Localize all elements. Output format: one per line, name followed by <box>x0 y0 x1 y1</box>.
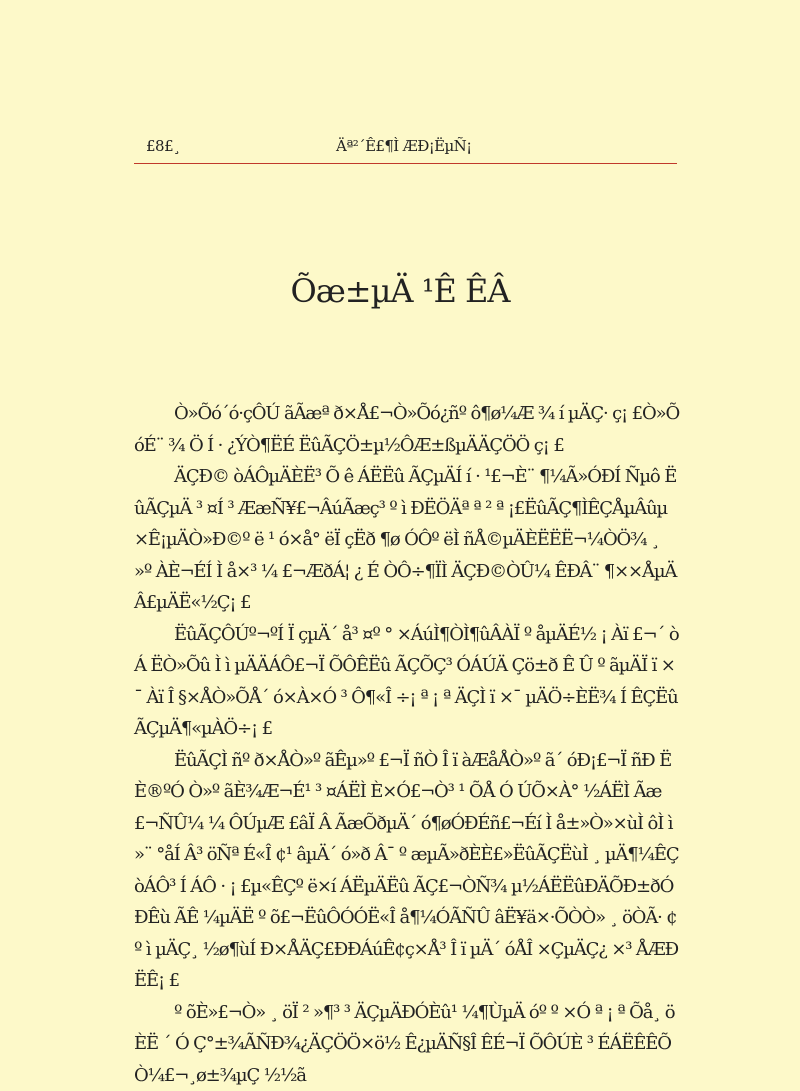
chapter-title: Õæ±µÄ ¹Ê ÊÂ <box>0 272 800 310</box>
paragraph: ËûÃÇÔÚº¬ºÍ Ï çµÄ´ å³ ¤º ° ×ÁúÌ¶ÒÌ¶ûÂÀÏ º åµÄÉ½ ¡ Àï £¬´ òÁ ËÒ»Õû Ì ì µÄÄÁÔ£¬Ï ÕÔÊËû ÃÇÕÇ³ ÓÁÚÄ Çö±ð Ê Û º ãµÄÏ ï ×¯ Àï Î §×ÅÒ»ÕÅ´ ó×À×Ó ³ Ô¶«Î ÷¡ ª ¡ ª ÄÇÌ ï ×¯ µÄÖ÷ÈË¾ Í ÊÇËûÃÇµÄ¶«µÀÖ÷¡ £ <box>134 619 680 745</box>
running-title: Äª²´Ê£¶Ì ÆÐ¡ËµÑ¡ <box>336 137 472 155</box>
paragraph: º õÈ»£¬Ò» ¸ öÏ ² »¶³ ³ ÄÇµÄÐÓÈû¹ ¼¶ÙµÄ óº º ×Ó ª ¡ ª Õå¸ öÈË ´ Ó Ç°±¾ÃÑÐ¾¿ÄÇÖÖ×ö½ Ê¿µÄÑ§Î ÊÉ¬Ï ÕÔÚÈ ³ ÉÁËÊÊÕÒ¼£¬¸ø±¾µÇ ½½ã <box>134 997 680 1091</box>
page-number: £8£¸ <box>146 137 180 155</box>
paragraph: Ò»Õó´ó·çÔÚ ãÃæª ð×Å£¬Ò»Õó¿ñº ô¶ø¼Æ ¾ í µÄÇ· ç¡ £Ò»ÕóÉ¨ ¾ Ö Í · ¿ÝÒ¶ËÉ ËûÃÇÖ±µ½ÔÆ±ßµÄÄÇÖÖ ç¡ £ <box>134 398 680 461</box>
paragraph: ËûÃÇÌ ñº ð×ÅÒ»º ãÊµ»º £¬Ï ñÒ Î ï àÆåÅÒ»º ã´ óÐ¡£¬Ï ñÐ ËÈ®ºÓ Ò»º ãÈ¾Æ¬É¹ ³ ¤ÁËÌ È×Ó£¬Ò³ ¹ ÕÅ Ó ÚÕ×À° ½ÁËÌ Ãæ£¬ÑÛ¼ ¼ ÔÚµÆ £âÏ Â ÃæÕðµÄ´ ó¶øÓÐÉñ£¬Éí Ì å±»Ò»×ùÌ ôÌ ì »¨ °åÍ Â³ öÑª É«Î ¢¹ âµÄ´ ó»ð Â¯ º æµÃ»ðÈÈ£»ËûÃÇËùÌ ¸ µÄ¶¼ÊÇ òÁÔ³ Í ÁÔ · ¡ £µ«ÊÇº ë×í ÁËµÄËû ÃÇ£¬ÒÑ¾ µ½ÁËËûÐÄÕÐ±ðÓÐÊù ÃÊ ¼µÄË º õ£¬ËûÔÓÓË«Î å¶¼ÓÃÑÛ âË¥ä×·ÕÒÒ» ¸ öÒÃ· ¢º ì µÄÇ¸ ½ø¶ùÍ Ð×ÅÄÇ£ÐÐÁúÊ¢ç×Å³ Î ï µÄ´ óÅÎ ×ÇµÄÇ¿ ×³ ÅÆÐËÊ¡ £ <box>134 745 680 997</box>
header-rule <box>134 163 677 164</box>
body-text <box>134 398 680 1091</box>
paragraph: ÄÇÐ© òÁÔµÄÈË³ Õ ê ÁËËû ÃÇµÄÍ í · ¹£¬È¨ ¶¼Ã»ÓÐÍ Ñµô ËûÃÇµÄ ³ ¤Í ³ ÆæÑ¥£¬ÂúÃæç³ º ì ÐËÖÄª ª ² ª ¡£ËûÃÇ¶ÌÊÇÅµÂûµ×Ê¡µÄÒ»Ð©º ë ¹ ó×å° ëÏ çËð ¶ø ÓÔº ëÌ ñÅ©µÄÈËËË¬¼ÒÖ¾ ¸ »º ÀÈ¬ÉÍ Ì å×³ ¼ £¬ÆðÁ¦ ¿ É ÒÔ÷¶ÏÌ ÄÇÐ©ÒÛ¼ ÊÐÂ¨ ¶××ÅµÄÂ£µÄË«½Ç¡ £ <box>134 461 680 619</box>
